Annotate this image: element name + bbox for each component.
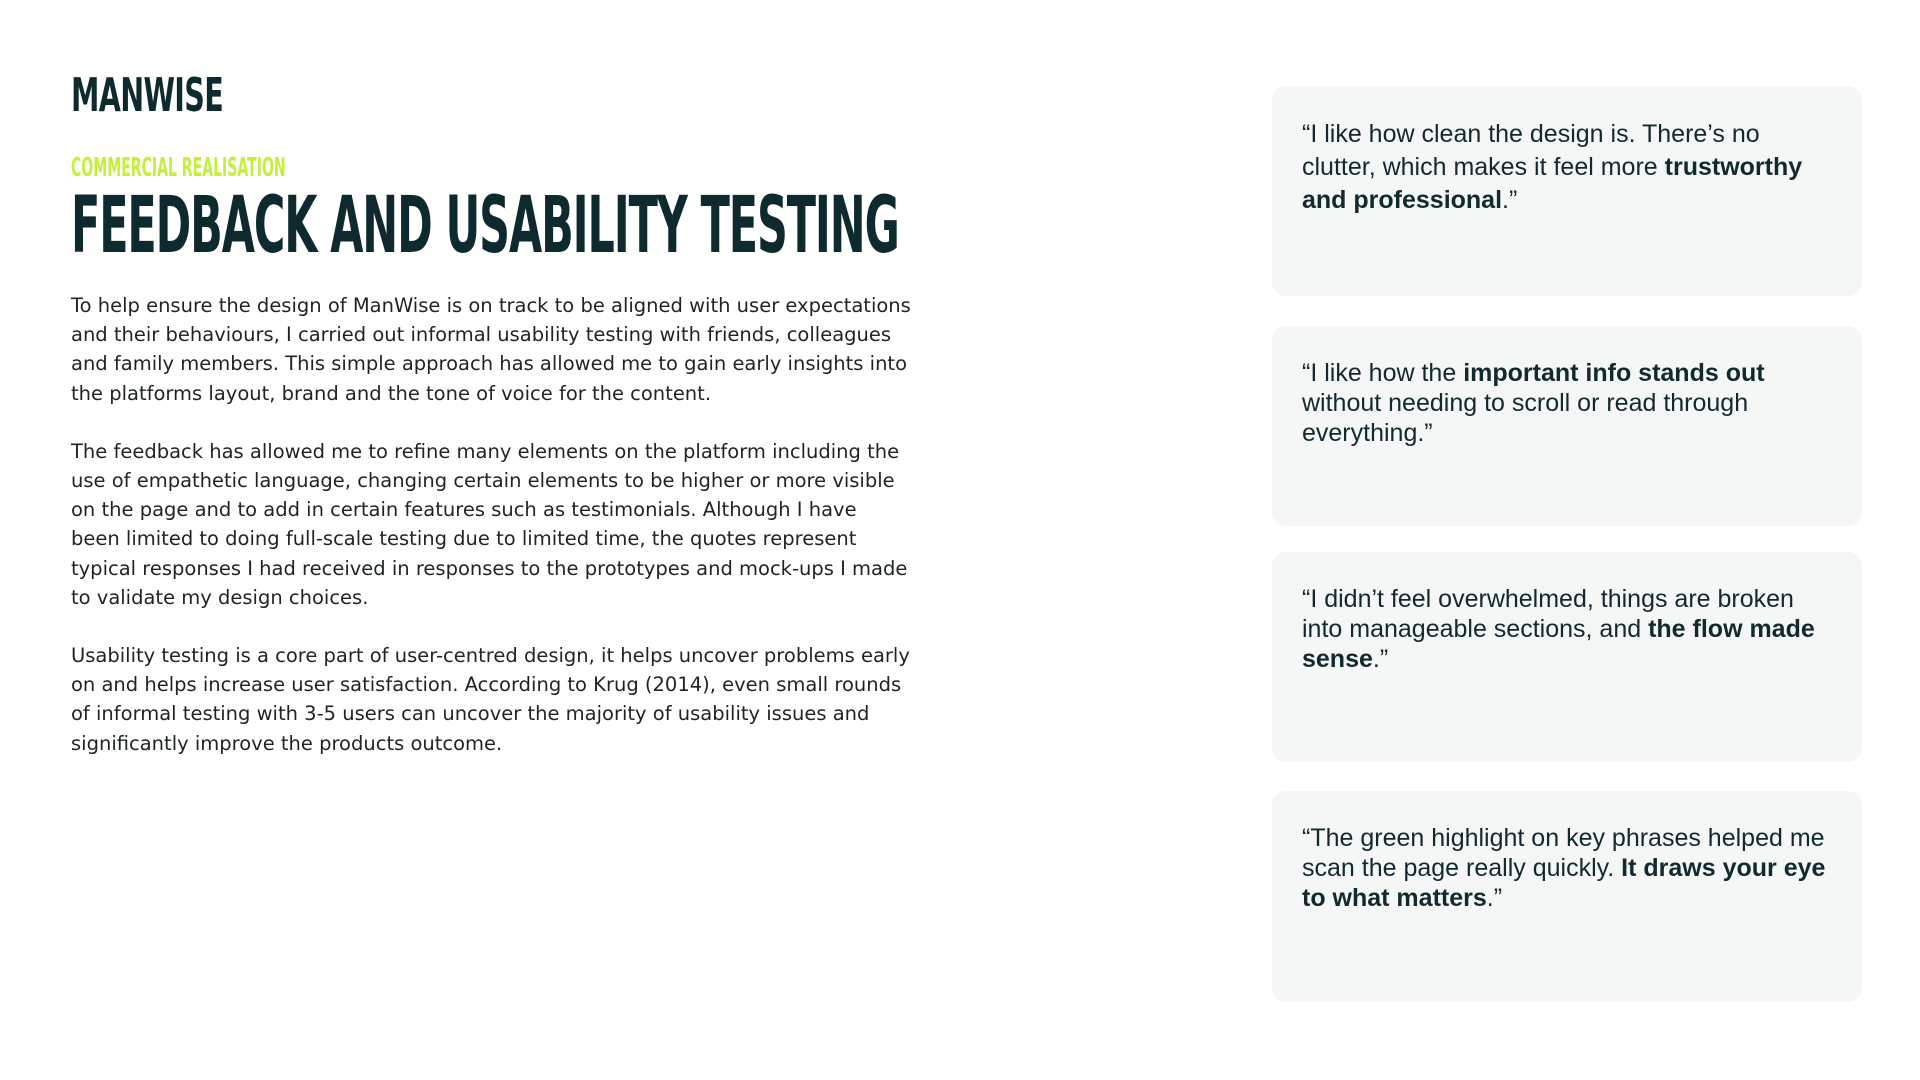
testimonial-card <box>1272 86 1862 296</box>
quote-highlight: the flow made sense <box>1302 615 1815 673</box>
body-paragraph: Usability testing is a core part of user-centred design, it helps uncover problems early on and helps increase user satisfaction. According to Krug (2014), even small rounds of informal testing with 3-5 users can uncover the majority of usability issues and significantly improve the products outcome. <box>71 644 910 755</box>
testimonial-card <box>1272 326 1862 526</box>
quote-text: .” <box>1372 645 1389 673</box>
testimonial-quote <box>1302 358 1838 448</box>
quote-text: “The green highlight on key phrases helped me scan the page really quickly. <box>1302 824 1825 882</box>
body-copy <box>71 291 911 787</box>
body-paragraph: The feedback has allowed me to refine many elements on the platform including the use of empathetic language, changing certain elements to be higher or more visible on the page and to add in certain features such as testimonials. Although I have been limited to doing full-scale testing due to limited time, the quotes represent typical responses I had received in responses to the prototypes and mock-ups I made to validate my design choices. <box>71 439 908 609</box>
testimonial-quote <box>1302 823 1838 913</box>
testimonial-quote <box>1302 118 1838 217</box>
quote-highlight: It draws your eye to what matters <box>1302 854 1826 912</box>
testimonial-quote <box>1302 584 1838 674</box>
quote-text: .” <box>1486 884 1503 912</box>
brand-logo: MANWISE <box>71 68 224 122</box>
quote-highlight: important info stands out <box>1463 359 1765 387</box>
quote-highlight: trustworthy and professional <box>1302 153 1803 214</box>
quote-text: without needing to scroll or read through everything.” <box>1302 389 1749 447</box>
page-title: FEEDBACK AND USABILITY TESTING <box>71 181 899 271</box>
section-kicker: COMMERCIAL REALISATION <box>71 153 286 183</box>
testimonial-card <box>1272 791 1862 1002</box>
body-paragraph: To help ensure the design of ManWise is on track to be aligned with user expectations and their behaviours, I carried out informal usability testing with friends, colleagues and family members. This simple approach has allowed me to gain early insights into the platforms layout, brand and the tone of voice for the content. <box>71 294 911 405</box>
quote-text: .” <box>1502 186 1518 214</box>
quote-text: “I didn’t feel overwhelmed, things are broken into manageable sections, and <box>1302 585 1794 643</box>
quote-text: “I like how clean the design is. There’s no clutter, which makes it feel more <box>1302 120 1760 181</box>
testimonial-card <box>1272 552 1862 762</box>
quote-text: “I like how the <box>1302 359 1464 387</box>
